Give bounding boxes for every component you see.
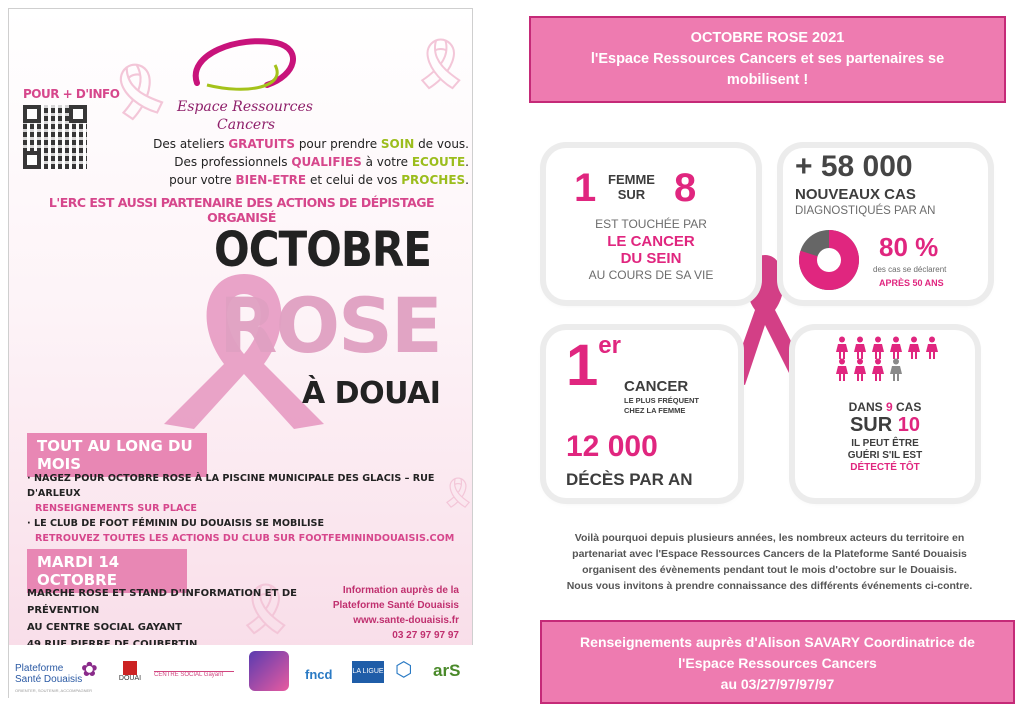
ateliers-line-2: Des professionnels QUALIFIES à votre ECOUTE. [174,155,469,169]
ribbon-decor-icon: 🎗 [234,581,298,637]
logo-text-line2: Cancers [217,117,276,133]
plateforme-logo: Plateforme Santé Douaisis ORIENTER, SOUTENIR, ACCOMPAGNER [15,663,93,693]
octobre-title: OCTOBRE [214,221,431,278]
centre-social-logo: CENTRE SOCIAL Gayant [154,671,234,678]
card2-l1: NOUVEAUX CAS [795,186,916,203]
ateliers-line-3: pour votre BIEN-ETRE et celui de vos PROCHES. [169,173,469,187]
card1-femme-sur: FEMME SUR [608,172,655,202]
mardi-details [27,581,327,653]
event-item-2-sub: RETROUVEZ TOUTES LES ACTIONS DU CLUB SUR FOOTFEMININDOUAISIS.COM [35,533,455,544]
intro-paragraph: Voilà pourquoi depuis plusieurs années, les nombreux acteurs du territoire en partenariat avec l'Espace Ressources Cancers de la Plateforme Santé Douaisis organisent des évènements pendant tout le mois d'octobre sur le Douaisis. Nous vous invitons à prendre connaissance des différents événements ci-contre. [566,532,973,592]
mardi-band: MARDI 14 OCTOBRE [27,549,187,593]
event-item-1-sub: RENSEIGNEMENTS SUR PLACE [35,503,197,514]
erc-logo [167,25,327,135]
contact-line-1: Renseignements auprès d'Alison SAVARY Coordinatrice de [580,634,975,650]
woman-figure-pink-icon [871,336,885,358]
woman-figure-pink-icon [835,358,849,380]
contact-box [540,620,1015,704]
stat-card-cas [783,148,988,300]
figures-grid [833,336,943,380]
partner-logos [9,645,474,699]
woman-figure-pink-icon [835,336,849,358]
woman-figure-pink-icon [889,336,903,358]
stat-card-premier [546,330,738,498]
flower-logo-icon: ✿ [81,659,98,681]
card3-text: LE PLUS FRÉQUENT CHEZ LA FEMME [624,396,700,415]
card2-l2: DIAGNOSTIQUÉS PAR AN [795,205,936,217]
event-item-1: · NAGEZ POUR OCTOBRE ROSE À LA PISCINE MUNICIPALE DES GLACIS – RUE D'ARLEUX [27,473,435,499]
header-line-3: mobilisent ! [726,72,809,88]
card4-text: IL PEUT ÊTRE GUÉRI S'IL EST DÉTECTÉ TÔT [847,438,923,473]
event-item-2: · LE CLUB DE FOOT FÉMININ DU DOUAISIS SE MOBILISE [27,518,325,529]
ribbon-decor-icon: 🎗 [439,477,478,510]
foot-club-logo [249,651,289,691]
card3-num: 1er [566,332,621,398]
partenaire-heading: L'ERC EST AUSSI PARTENAIRE DES ACTIONS DE DÉPISTAGE ORGANISÉ [48,195,435,225]
marche-text: MARCHE ROSE ET STAND D'INFORMATION ET DE PRÉVENTION [27,588,297,616]
fncd-logo: fncd [305,667,333,682]
ribbon-decor-icon: 🎗 [409,36,473,92]
card1-num2: 8 [674,166,697,210]
ateliers-line-1: Des ateliers GRATUITS pour prendre SOIN de vous. [153,137,469,151]
card3-l3: DÉCÈS PAR AN [566,470,693,489]
woman-figure-pink-icon [925,336,939,358]
woman-figure-pink-icon [853,336,867,358]
ribbon-decor-icon: 🎗 [97,53,180,129]
woman-figure-pink-icon [871,358,885,380]
events-list [27,471,467,546]
ars-logo: arS [433,661,461,680]
contact-line-3: au 03/27/97/97/97 [720,676,835,692]
douai-logo: DOUAI [117,661,143,682]
la-ligue-logo: LA LIGUE [352,661,384,683]
stat-card-gueri [795,330,975,498]
card2-l3: des cas se déclarent [873,265,947,274]
card3-cancer: CANCER [624,378,689,395]
woman-figure-pink-icon [907,336,921,358]
header-line-2: l'Espace Ressources Cancers et ses partenaires se [590,51,945,67]
centre-text: AU CENTRE SOCIAL GAYANT [27,622,182,633]
rose-title: ROSE [219,281,441,370]
logo-text-line1: Espace Ressources [177,99,313,115]
card4-sur: SUR 10 [849,414,921,436]
site-link[interactable]: www.sante-douaisis.fr [353,615,459,626]
card1-text: EST TOUCHÉE PAR LE CANCER DU SEIN AU COURS DE SA VIE [588,217,714,282]
octobre-rose-poster [8,8,478,698]
ateliers-text [139,135,469,189]
region-logo-icon: ⬡ [395,659,413,681]
tout-au-long-band: TOUT AU LONG DU MOIS [27,433,207,477]
pie-chart [797,228,861,292]
card1-num1: 1 [574,166,597,210]
woman-figure-grey-icon [889,358,903,380]
card2-l4: APRÈS 50 ANS [879,278,944,288]
qr-code-icon[interactable] [23,105,87,169]
pour-info-label: POUR + D'INFO [23,87,120,101]
header-line-1: OCTOBRE ROSE 2021 [690,30,845,46]
phone-number: 03 27 97 97 97 [392,630,459,641]
a-douai-title: À DOUAI [302,376,441,411]
info-line-2: Plateforme Santé Douaisis [332,600,459,611]
pie-hole [817,248,841,272]
stat-card-femme [546,148,756,300]
header-box [529,16,1006,103]
info-line-1: Information auprès de la [342,585,459,596]
woman-figure-pink-icon [853,358,867,380]
card4-dans: DANS 9 CAS [848,400,922,414]
card2-big: + 58 000 [795,150,913,183]
contact-info [309,583,459,643]
contact-line-2: l'Espace Ressources Cancers [678,655,877,671]
card3-deaths: 12 000 [566,430,658,463]
card2-pct: 80 % [879,232,939,262]
